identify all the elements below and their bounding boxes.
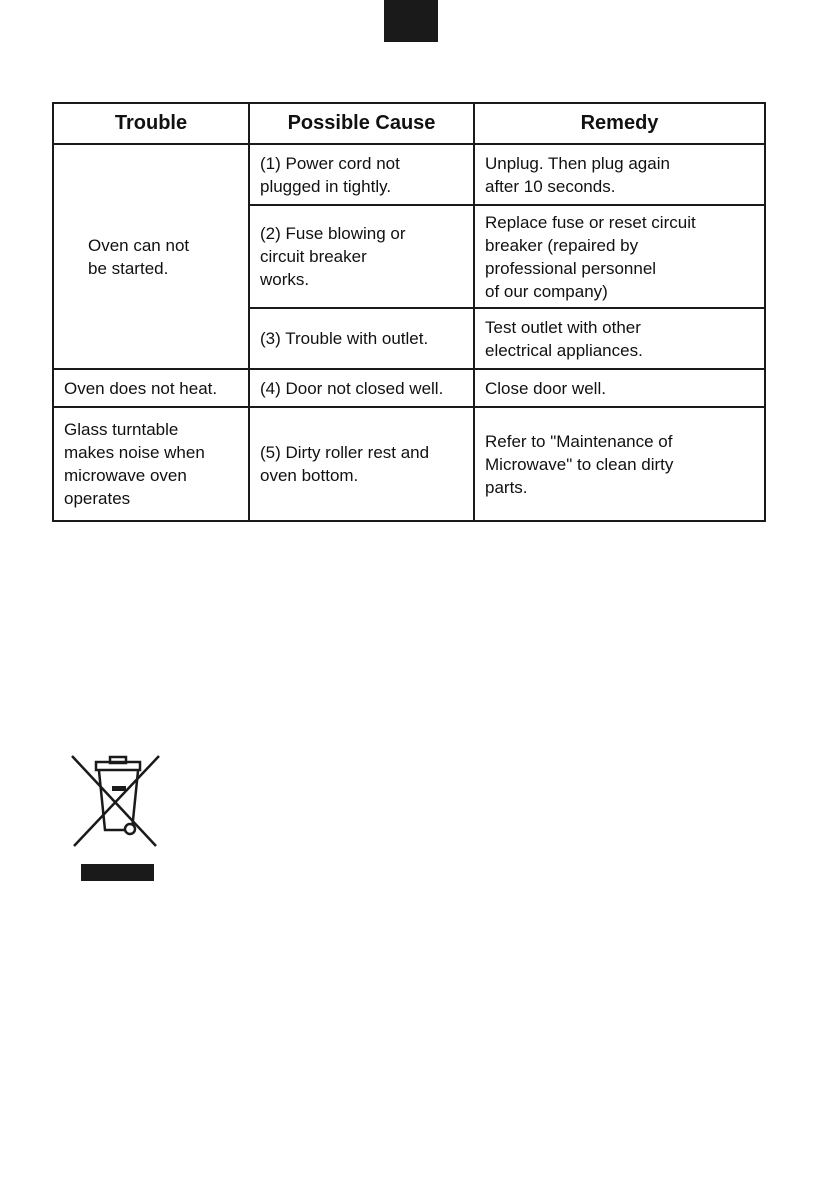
table-header-row	[53, 103, 765, 144]
page-number-tab	[384, 0, 438, 42]
header-trouble: Trouble	[53, 103, 249, 144]
remedy-cell: Unplug. Then plug again after 10 seconds.	[474, 144, 765, 205]
cause-cell: (3) Trouble with outlet.	[249, 308, 474, 369]
weee-underline-bar	[81, 864, 154, 881]
cause-cell: (1) Power cord not plugged in tightly.	[249, 144, 474, 205]
cause-cell: (2) Fuse blowing or circuit breaker works.	[249, 205, 474, 308]
trouble-cell: Oven can not be started.	[53, 144, 249, 369]
header-possible-cause: Possible Cause	[249, 103, 474, 144]
table-row	[53, 369, 765, 407]
table-row	[53, 144, 765, 205]
cause-cell: (4) Door not closed well.	[249, 369, 474, 407]
remedy-cell: Refer to "Maintenance of Microwave" to clean dirty parts.	[474, 407, 765, 521]
troubleshooting-table	[52, 102, 766, 522]
table-row	[53, 407, 765, 521]
crossed-out-wheeled-bin-icon	[66, 752, 166, 852]
remedy-cell: Test outlet with other electrical appliances.	[474, 308, 765, 369]
remedy-cell: Replace fuse or reset circuit breaker (repaired by professional personnel of our company)	[474, 205, 765, 308]
trouble-cell: Oven does not heat.	[53, 369, 249, 407]
trouble-cell: Glass turntable makes noise when microwave oven operates	[53, 407, 249, 521]
remedy-cell: Close door well.	[474, 369, 765, 407]
cause-cell: (5) Dirty roller rest and oven bottom.	[249, 407, 474, 521]
header-remedy: Remedy	[474, 103, 765, 144]
